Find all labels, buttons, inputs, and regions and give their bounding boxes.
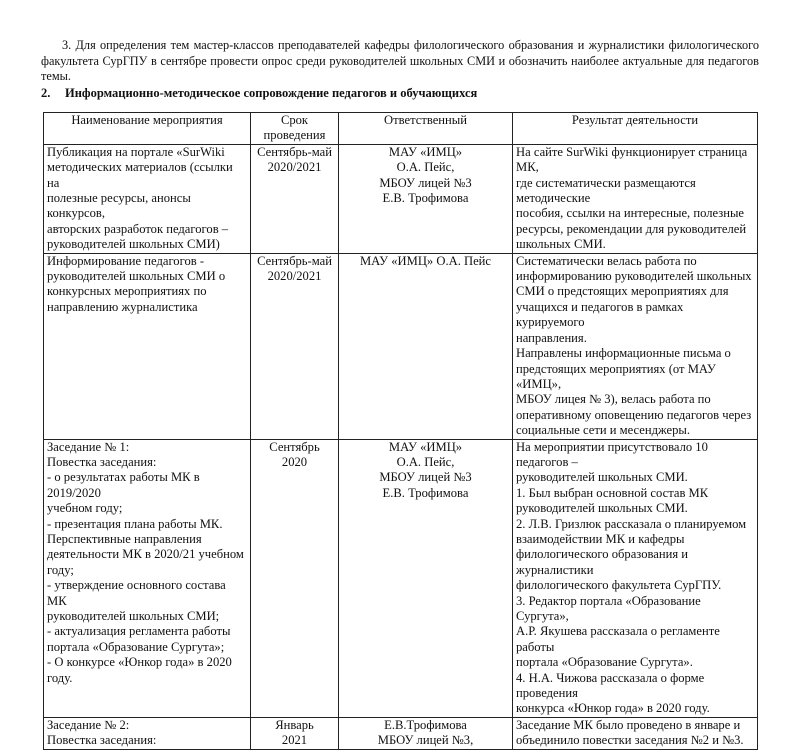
header-responsible: Ответственный xyxy=(339,113,513,145)
table-row xyxy=(44,439,758,717)
cell-date: Январь 2021 xyxy=(251,717,339,749)
cell-date: Сентябрь 2020 xyxy=(251,439,339,717)
activities-table xyxy=(43,112,758,750)
table-row xyxy=(44,253,758,439)
paragraph-line: факультета СурГПУ в сентябре провести опрос среди руководителей школьных СМИ и обозначить наиболее актуальные для педагогов темы. xyxy=(41,53,759,83)
cell-responsible: МАУ «ИМЦ» О.А. Пейс, МБОУ лицей №3 Е.В. Трофимова xyxy=(339,144,513,253)
header-event: Наименование мероприятия xyxy=(44,113,251,145)
cell-event: Публикация на портале «SurWiki методических материалов (ссылки на полезные ресурсы, анонсы конкурсов, авторских разработок педагогов – руководителей школьных СМИ) xyxy=(44,144,251,253)
cell-result: На мероприятии присутствовало 10 педагогов – руководителей школьных СМИ. 1. Был выбран основной состав МК руководителей школьных СМИ. 2. Л.В. Гризлюк рассказала о планируемом взаимодействии МК и кафедры филологического образования и журналистики филологического факультета СурГПУ. 3. Редактор портала «Образование Сургута», А.Р. Якушева рассказала о регламенте работы портала «Образование Сургута». 4. Н.А. Чижова рассказала о форме проведения конкурса «Юнкор года» в 2020 году. xyxy=(513,439,758,717)
cell-event: Заседание № 1: Повестка заседания: - о результатах работы МК в 2019/2020 учебном году; - презентация плана работы МК. Перспективные направления деятельности МК в 2020/21 учебном году; - утверждение основного состава МК руководителей школьных СМИ; - актуализация регламента работы портала «Образование Сургута»; - О конкурсе «Юнкор года» в 2020 году. xyxy=(44,439,251,717)
section-number: 2. xyxy=(41,86,51,100)
cell-responsible: МАУ «ИМЦ» О.А. Пейс, МБОУ лицей №3 Е.В. Трофимова xyxy=(339,439,513,717)
header-date: Срок проведения xyxy=(251,113,339,145)
cell-result: Заседание МК было проведено в январе и объединило повестки заседания №2 и №3. xyxy=(513,717,758,749)
cell-result: Систематически велась работа по информированию руководителей школьных СМИ о предстоящих мероприятиях для учащихся и педагогов в рамках курируемого направления. Направлены информационные письма о предстоящих мероприятиях (от МАУ «ИМЦ», МБОУ лицея № 3), велась работа по оперативному оповещению педагогов через социальные сети и месенджеры. xyxy=(513,253,758,439)
header-result: Результат деятельности xyxy=(513,113,758,145)
table-row xyxy=(44,144,758,253)
paragraph-line: 3. Для определения тем мастер-классов преподавателей кафедры филологического образования и журналистики филологического xyxy=(62,38,759,52)
cell-responsible: Е.В.Трофимова МБОУ лицей №3, xyxy=(339,717,513,749)
cell-date: Сентябрь-май 2020/2021 xyxy=(251,144,339,253)
section-title: Информационно-методическое сопровождение педагогов и обучающихся xyxy=(65,86,478,100)
cell-event: Информирование педагогов - руководителей школьных СМИ о конкурсных мероприятиях по направлению журналистика xyxy=(44,253,251,439)
section-heading xyxy=(41,86,477,101)
cell-responsible: МАУ «ИМЦ» О.А. Пейс xyxy=(339,253,513,439)
cell-event: Заседание № 2: Повестка заседания: xyxy=(44,717,251,749)
cell-result: На сайте SurWiki функционирует страница МК, где систематически размещаются методические пособия, ссылки на интересные, полезные ресурсы, рекомендации для руководителей школьных СМИ. xyxy=(513,144,758,253)
table-row xyxy=(44,717,758,749)
intro-paragraph xyxy=(41,38,759,85)
table-header-row xyxy=(44,113,758,145)
cell-date: Сентябрь-май 2020/2021 xyxy=(251,253,339,439)
